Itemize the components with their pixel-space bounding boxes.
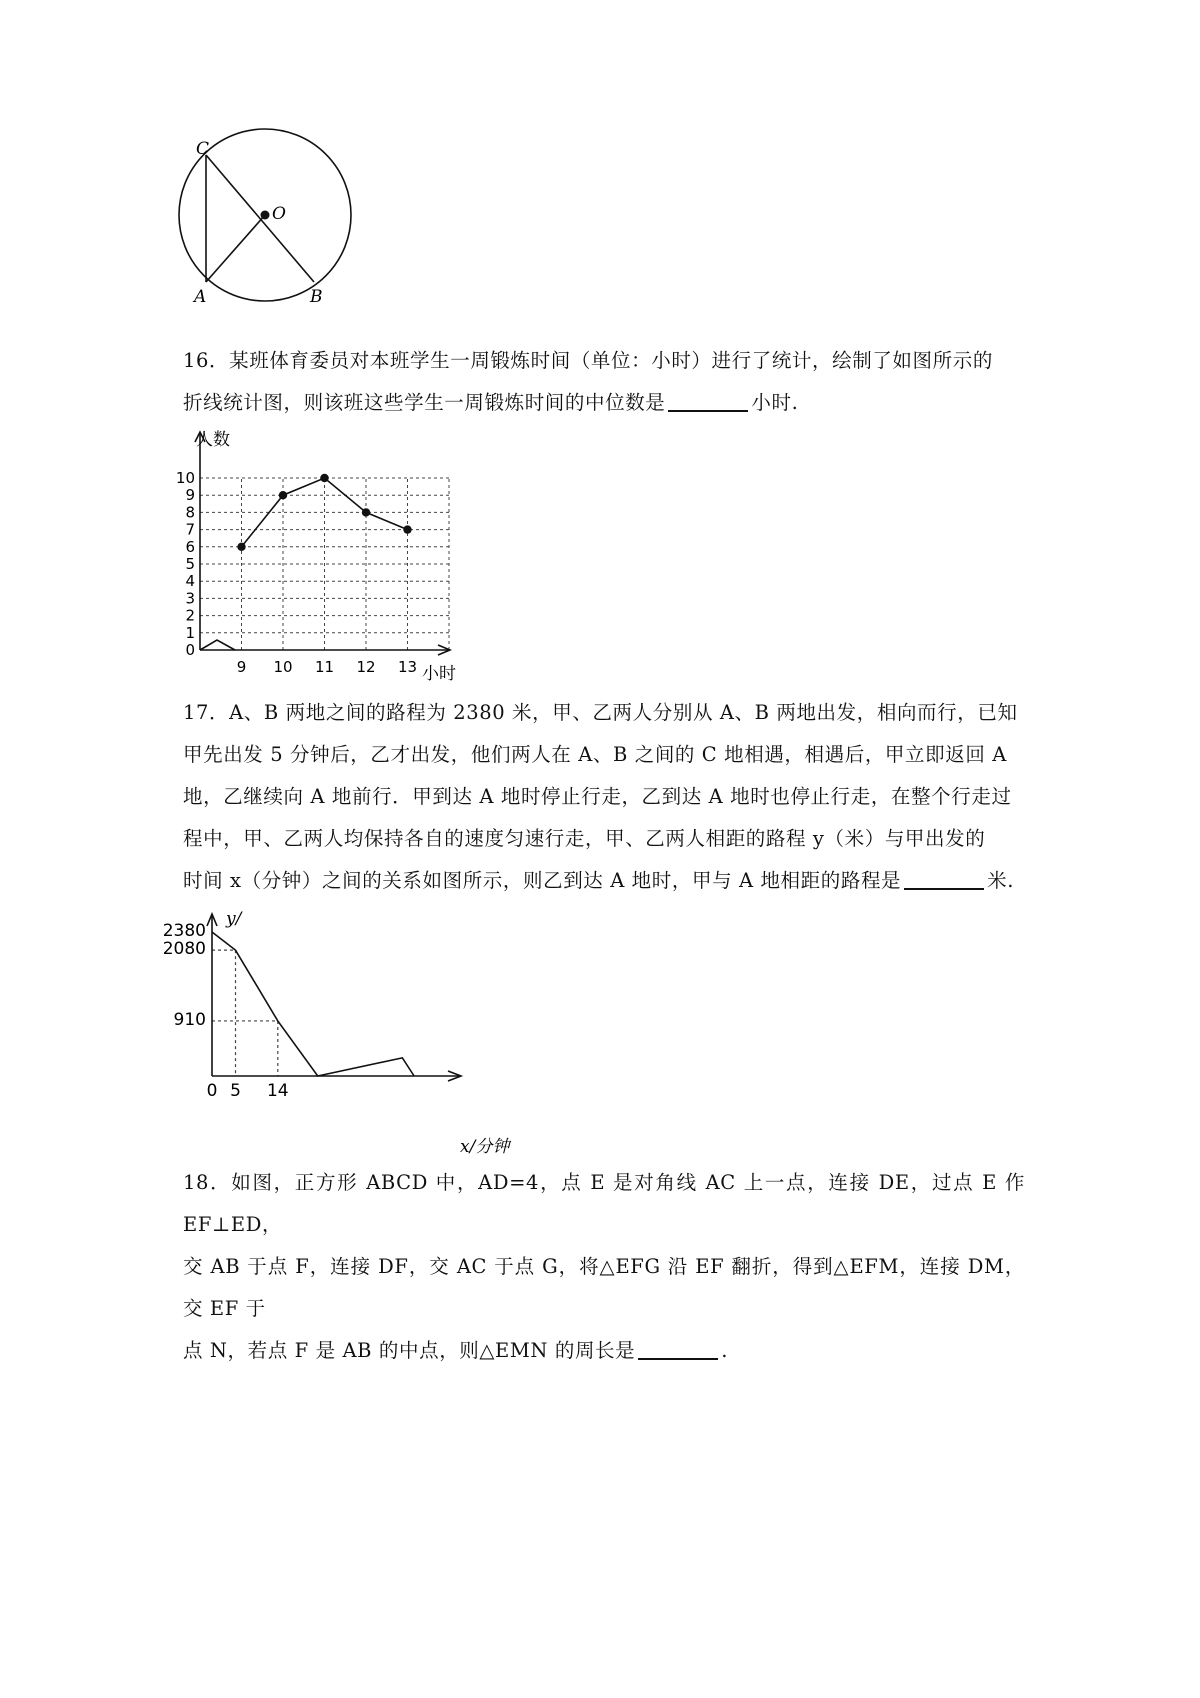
y-tick-label: 0 bbox=[185, 641, 195, 659]
x-tick-label: 0 bbox=[206, 1081, 218, 1101]
x-tick-label: 5 bbox=[230, 1081, 241, 1101]
chart-tick-labels bbox=[176, 469, 417, 676]
y-tick-label: 9 bbox=[185, 486, 195, 505]
y-tick-label: 7 bbox=[185, 520, 195, 539]
question-18 bbox=[183, 1162, 1025, 1372]
question-18-line-2: 交 AB 于点 F，连接 DF，交 AC 于点 G，将△EFG 沿 EF 翻折，得到△EFM，连接 DM，交 EF 于 bbox=[183, 1255, 1025, 1320]
data-point bbox=[237, 543, 245, 551]
y-tick-label: 6 bbox=[185, 537, 195, 556]
x-tick-label: 11 bbox=[314, 658, 335, 676]
data-point bbox=[320, 474, 328, 482]
x-tick-label: 14 bbox=[266, 1081, 289, 1101]
y-tick-label: 910 bbox=[173, 1009, 206, 1030]
y-tick-label: 10 bbox=[175, 469, 195, 487]
question-17-line-4: 程中，甲、乙两人均保持各自的速度匀速行走，甲、乙两人相距的路程 y（米）与甲出发的 bbox=[183, 827, 986, 850]
question-17-line-3: 地，乙继续向 A 地前行．甲到达 A 地时停止行走，乙到达 A 地时也停止行走，在整个行走过 bbox=[183, 785, 1012, 808]
distance-line bbox=[212, 932, 414, 1076]
y-tick-label: 5 bbox=[185, 555, 195, 573]
y-axis-label: y/ bbox=[226, 909, 242, 929]
answer-blank-17[interactable] bbox=[904, 866, 984, 890]
question-16-line-2: 折线统计图，则该班这些学生一周锻炼时间的中位数是 小时. bbox=[183, 382, 1025, 424]
y-tick-label: 2 bbox=[185, 606, 195, 625]
x-tick-label: 9 bbox=[236, 658, 247, 676]
y-tick-label: 3 bbox=[185, 589, 195, 608]
center-point bbox=[261, 211, 270, 220]
data-point bbox=[279, 491, 287, 499]
x-axis-label: x/分钟 bbox=[460, 1137, 510, 1157]
x-tick-label: 10 bbox=[273, 658, 293, 676]
answer-blank-18[interactable] bbox=[638, 1336, 718, 1360]
radius-ao bbox=[206, 215, 265, 282]
chart-grid bbox=[200, 478, 449, 650]
question-16-line-1: 16．某班体育委员对本班学生一周锻炼时间（单位：小时）进行了统计，绘制了如图所示的 bbox=[183, 349, 993, 372]
y-tick-label: 4 bbox=[185, 572, 195, 591]
distance-time-graph bbox=[162, 908, 520, 1157]
data-point bbox=[403, 525, 411, 533]
y-tick-label: 2380 bbox=[162, 921, 206, 942]
answer-blank-16[interactable] bbox=[668, 388, 748, 412]
label-o: O bbox=[272, 204, 286, 224]
chart-axes bbox=[195, 432, 450, 655]
circle-figure bbox=[170, 140, 370, 340]
axis-break-zigzag bbox=[200, 640, 235, 650]
question-17-line-1: 17．A、B 两地之间的路程为 2380 米，甲、乙两人分别从 A、B 两地出发，相向而行，已知 bbox=[183, 701, 1018, 724]
y-axis-label: 人数 bbox=[196, 430, 230, 450]
x-tick-label: 12 bbox=[356, 658, 376, 676]
question-16 bbox=[183, 340, 1025, 424]
y-tick-label: 2080 bbox=[162, 939, 206, 960]
question-17 bbox=[183, 692, 1025, 902]
question-17-line-2: 甲先出发 5 分钟后，乙才出发，他们两人在 A、B 之间的 C 地相遇，相遇后，甲立即返回 A bbox=[183, 743, 1007, 766]
question-17-line-5: 时间 x（分钟）之间的关系如图所示，则乙到达 A 地时，甲与 A 地相距的路程是 米. bbox=[183, 860, 1025, 902]
x-axis-label: 小时 bbox=[422, 664, 456, 684]
graph-axes bbox=[207, 914, 461, 1081]
y-tick-label: 1 bbox=[185, 623, 195, 642]
data-point bbox=[362, 508, 370, 516]
guide-lines bbox=[212, 950, 278, 1076]
label-b: B bbox=[310, 287, 323, 307]
line-chart-exercise bbox=[175, 428, 480, 684]
label-c: C bbox=[196, 139, 210, 159]
x-tick-label: 13 bbox=[397, 658, 418, 676]
label-a: A bbox=[194, 287, 207, 307]
question-18-line-3: 点 N，若点 F 是 AB 的中点，则△EMN 的周长是 . bbox=[183, 1330, 1025, 1372]
graph-tick-labels bbox=[163, 921, 289, 1101]
y-tick-label: 8 bbox=[185, 503, 195, 522]
question-18-line-1: 18．如图，正方形 ABCD 中，AD=4，点 E 是对角线 AC 上一点，连接 DE，过点 E 作 EF⊥ED， bbox=[183, 1171, 1025, 1236]
